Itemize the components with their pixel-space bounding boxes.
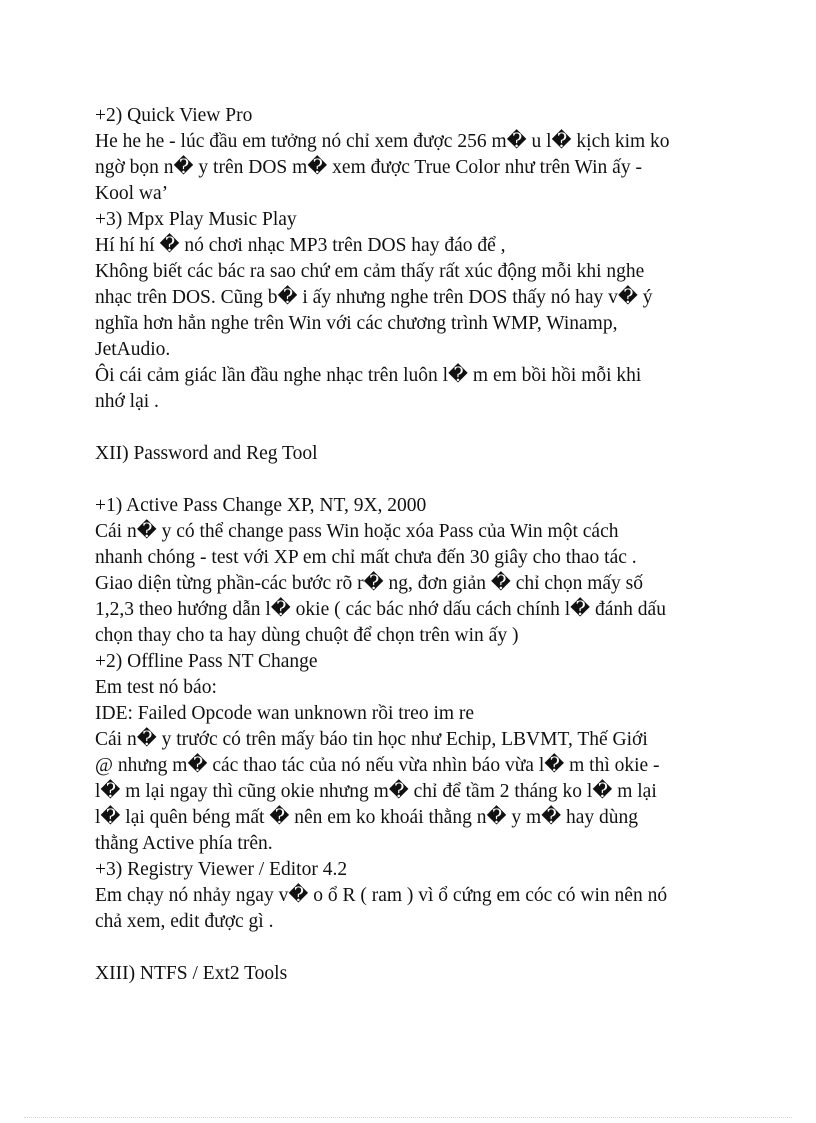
text-line: He he he - lúc đầu em tưởng nó chỉ xem được 256 m� u l� kịch kim ko xyxy=(95,131,670,152)
text-line: thằng Active phía trên. xyxy=(95,833,273,854)
text-line: JetAudio. xyxy=(95,339,171,360)
text-line: Cái n� y có thể change pass Win hoặc xóa Pass của Win một cách xyxy=(95,521,619,542)
text-line: Kool wa’ xyxy=(95,183,169,204)
text-line: +2) Offline Pass NT Change xyxy=(95,651,318,672)
text-line: Không biết các bác ra sao chứ em cảm thấy rất xúc động mỗi khi nghe xyxy=(95,261,645,282)
text-line: l� m lại ngay thì cũng okie nhưng m� chỉ để tầm 2 tháng ko l� m lại xyxy=(95,781,657,802)
section-heading: XII) Password and Reg Tool xyxy=(95,443,318,464)
text-line: Cái n� y trước có trên mấy báo tin học như Echip, LBVMT, Thế Giới xyxy=(95,729,648,750)
text-line: ngờ bọn n� y trên DOS m� xem được True Color như trên Win ấy - xyxy=(95,157,642,178)
text-line: chả xem, edit được gì . xyxy=(95,911,274,932)
text-line: +3) Registry Viewer / Editor 4.2 xyxy=(95,859,348,880)
text-line: Em chạy nó nhảy ngay v� o ổ R ( ram ) vì ổ cứng em cóc có win nên nó xyxy=(95,885,668,906)
text-line: Giao diện từng phần-các bước rõ r� ng, đơn giản � chỉ chọn mấy số xyxy=(95,573,643,594)
text-line: Ôi cái cảm giác lần đầu nghe nhạc trên luôn l� m em bồi hồi mỗi khi xyxy=(95,365,642,386)
text-line: +2) Quick View Pro xyxy=(95,105,253,126)
section-heading: XIII) NTFS / Ext2 Tools xyxy=(95,963,288,984)
text-line: l� lại quên béng mất � nên em ko khoái thằng n� y m� hay dùng xyxy=(95,807,639,828)
blank-line xyxy=(95,935,775,961)
text-line: nhớ lại . xyxy=(95,391,159,412)
page-bottom-divider xyxy=(24,1117,792,1118)
text-line: +3) Mpx Play Music Play xyxy=(95,209,297,230)
text-line: IDE: Failed Opcode wan unknown rồi treo im re xyxy=(95,703,475,724)
blank-line xyxy=(95,467,775,493)
blank-line xyxy=(95,415,775,441)
text-line: Hí hí hí � nó chơi nhạc MP3 trên DOS hay đáo để , xyxy=(95,235,506,256)
text-line: @ nhưng m� các thao tác của nó nếu vừa nhìn báo vừa l� m thì okie - xyxy=(95,755,660,776)
text-line: Em test nó báo: xyxy=(95,677,217,698)
document-page xyxy=(95,103,775,987)
text-line: +1) Active Pass Change XP, NT, 9X, 2000 xyxy=(95,495,427,516)
text-line: nhanh chóng - test với XP em chỉ mất chưa đến 30 giây cho thao tác . xyxy=(95,547,637,568)
text-line: nghĩa hơn hẳn nghe trên Win với các chương trình WMP, Winamp, xyxy=(95,313,618,334)
text-line: nhạc trên DOS. Cũng b� i ấy nhưng nghe trên DOS thấy nó hay v� ý xyxy=(95,287,653,308)
text-line: 1,2,3 theo hướng dẫn l� okie ( các bác nhớ dấu cách chính l� đánh dấu xyxy=(95,599,666,620)
text-line: chọn thay cho ta hay dùng chuột để chọn trên win ấy ) xyxy=(95,625,519,646)
